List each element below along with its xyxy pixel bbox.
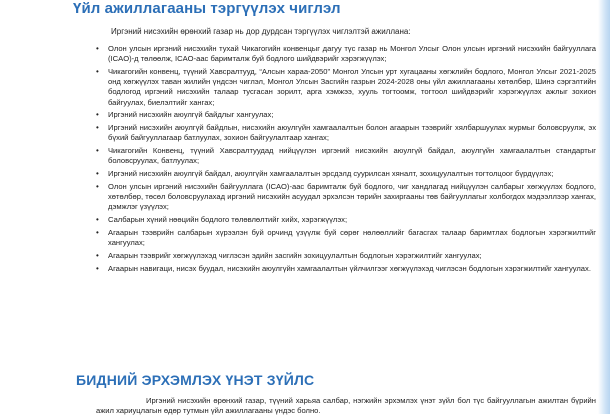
values-paragraph: Иргэний нисэхийн өрөнхий газар, түүний харьяа салбар, нэгжийн эрхэмлэх үнэт зүйл бол түс байгууллагын ажилтан бүрийн ажил хариуцлагын өдөр тутмын үйл ажиллагааны үндэс болно.	[96, 396, 596, 416]
list-item-text: Олон улсын иргэний нисэхийн тухай Чикагогийн конвенцыг дагуу түс газар нь Монгол Улсыг Олон улсын иргэний нисэхийн байгууллага (ICAO)-д төлөөлж, ICAO-аас баримталж буй бодлого шийдвэрийг хэрэгжүүлэх;	[108, 44, 596, 64]
bullet-icon: •	[96, 215, 99, 225]
list-item	[96, 110, 596, 120]
list-item-text: Агаарын тээврийн салбарын хүрээлэн буй орчинд үзүүлж буй сөрөг нөлөөллийг багасгах талаар баримтлах бодлогын хэрэгжилтийг хангуулах;	[108, 228, 596, 248]
list-item	[96, 228, 596, 248]
list-item-text: Чикагогийн Конвенц, түүний Хавсралтуудад нийцүүлэн иргэний нисэхийн аюулгүй байдал, аюулгүйн хамгаалалтын стандартыг боловсруулах, батлуулах;	[108, 146, 596, 166]
list-item	[96, 67, 596, 108]
priorities-list	[96, 44, 596, 277]
list-item	[96, 182, 596, 213]
bullet-icon: •	[96, 169, 99, 179]
list-item-text: Чикагогийн конвенц, түүний Хавсралтууд, “Алсын хараа-2050” Монгол Улсын урт хугацааны хөгжлийн бодлого, Монгол Улсыг 2021-2025 онд хөгжүүлэх таван жилийн үндсэн чиглэл, Монгол Улсын Засгийн газрын 2024-2028 оны үйл ажиллагааны хөтөлбөр, Шинэ сэргэлтийн бодлогод иргэний нисэхийн талаар тусгасан зорилт, арга хэмжээ, хууль тогтоомж, тогтоол шийдвэрийг хэрэгжүүлэх ажлыг зохион байгуулах, биелэлтийг хангах;	[108, 67, 596, 107]
bullet-icon: •	[96, 263, 99, 273]
bullet-icon: •	[96, 123, 99, 133]
list-item-text: Иргэний нисэхийн аюулгүй байдлыг хангуулах;	[108, 110, 274, 120]
bullet-icon: •	[96, 110, 99, 120]
list-item	[96, 146, 596, 166]
list-item	[96, 44, 596, 64]
bullet-icon: •	[96, 67, 99, 76]
bullet-icon: •	[96, 228, 99, 237]
page-edge-decoration	[598, 0, 610, 414]
list-item	[96, 123, 596, 143]
list-item	[96, 251, 596, 261]
list-item-text: Иргэний нисэхийн аюулгүй байдал, аюулгүйн хамгаалалтын эрсдэлд суурилсан хяналт, зохицуулалтын тогтолцоог бүрдүүлэх;	[108, 169, 554, 179]
list-item	[96, 169, 596, 179]
bullet-icon: •	[96, 44, 99, 53]
list-item	[96, 215, 596, 225]
list-item-text: Агаарын навигаци, нисэх буудал, нисэхийн аюулгүйн хамгаалалтын үйлчилгээг хөгжүүлэхэд чиглэсэн бодлогын хэрэгжилтийг хангуулах.	[108, 263, 591, 273]
list-item-text: Иргэний нисэхийн аюулгүй байдлын, нисэхийн аюулгүйн хамгаалалтын болон агаарын тээврийг хялбаршуулах журмыг боловсруулж, эх бүхий байгууллагаар батлуулах, зохион байгуулалтаар хангах;	[108, 123, 596, 143]
list-item-text: Агаарын тээврийг хөгжүүлэхэд чиглэсэн эдийн засгийн зохицуулалтын бодлогын хэрэгжилтийг хангуулах;	[108, 251, 482, 260]
intro-text: Иргэний нисэхийн өрөнхий газар нь дор дурдсан тэргүүлэх чиглэлтэй ажиллана:	[111, 27, 411, 36]
list-item-text: Салбарын хүний нөөцийн бодлого төлөвлөлтийг хийх, хэрэгжүүлэх;	[108, 215, 348, 225]
section-heading-priorities: Үйл ажиллагааны тэргүүлэх чиглэл	[73, 0, 341, 17]
bullet-icon: •	[96, 146, 99, 156]
list-item-text: Олон улсын иргэний нисэхийн байгууллага (ICAO)-аас баримталж буй бодлого, чиг хандлагад нийцүүлэн салбарыг хөгжүүлэх бодлого, хөтөлбөр, төсөл боловсруулахад иргэний нисэхийн асуудал эрхэлсэн төрийн захиргааны төв байгууллагыг холбогдох мэдээллээр хангах, дэмжлэг үзүүлэх;	[108, 182, 596, 212]
section-heading-values: БИДНИЙ ЭРХЭМЛЭХ ҮНЭТ ЗҮЙЛС	[76, 372, 315, 388]
bullet-icon: •	[96, 251, 99, 260]
bullet-icon: •	[96, 182, 99, 191]
list-item	[96, 264, 596, 274]
